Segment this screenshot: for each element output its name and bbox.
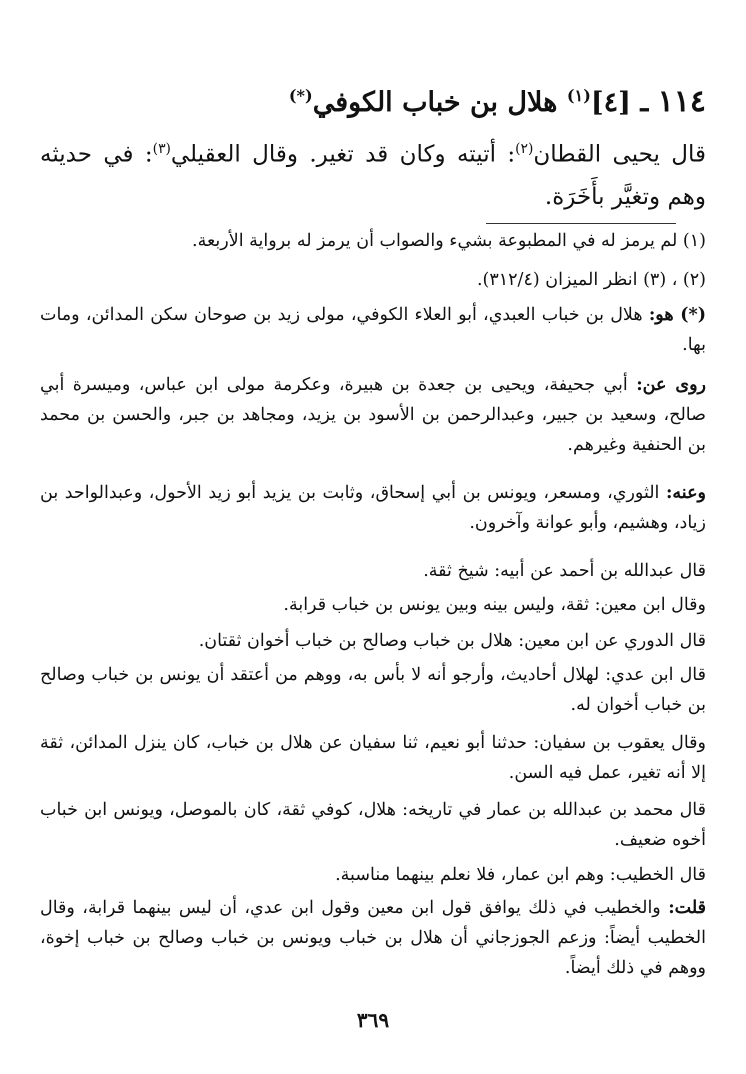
quote-2: وقال ابن معين: ثقة، وليس بينه وبين يونس بن خباب قرابة.: [283, 595, 706, 615]
entry-intro: [40, 128, 706, 218]
page-number: ٣٦٩: [356, 1008, 390, 1032]
quote-8: [40, 893, 706, 983]
narrators: [40, 478, 706, 538]
footnote-2-3: (٢) ، (٣) انظر الميزان (٣١٢/٤).: [476, 270, 706, 290]
intro-part1: قال يحيى القطان: [533, 141, 707, 168]
intro-note2: (٣): [152, 141, 171, 157]
footnote-1: (١) لم يرمز له في المطبوعة بشيء والصواب أن يرمز له برواية الأربعة.: [192, 231, 706, 251]
quote-8-text: والخطيب في ذلك يوافق قول ابن معين وقول ابن عدي، أن ليس بينهما قرابة، وقال الخطيب أيضاً: وزعم الجوزجاني أن هلال بن خباب ويونس بن خباب وصالح بن خباب إخوة، ووهم في ذلك أيضاً.: [40, 898, 706, 978]
narrated-from: [40, 370, 706, 460]
entry-number: ١١٤: [657, 84, 706, 119]
quote-4: قال ابن عدي: لهلال أحاديث، وأرجو أنه لا بأس به، ووهم من أعتقد أن يونس بن خباب وصالح بن خباب أخوان له.: [40, 665, 706, 715]
quote-1: قال عبدالله بن أحمد عن أبيه: شيخ ثقة.: [423, 561, 706, 581]
entry-name: هلال بن خباب الكوفي: [312, 87, 567, 118]
entry-dash: ـ: [630, 87, 658, 118]
footnote-bio: [40, 300, 706, 360]
quote-3: قال الدوري عن ابن معين: هلال بن خباب وصالح بن خباب أخوان ثقتان.: [198, 631, 706, 651]
narrators-lead: وعنه:: [665, 483, 706, 503]
entry-ref-note: (١): [566, 86, 591, 105]
intro-part2: : أتيته وكان قد تغير. وقال العقيلي: [170, 141, 516, 168]
footnote-divider: [486, 223, 676, 224]
bio-lead: (*) هو:: [648, 305, 706, 325]
quote-8-lead: قلت:: [668, 898, 706, 918]
quote-6: قال محمد بن عبدالله بن عمار في تاريخه: هلال، كوفي ثقة، كان بالموصل، ويونس ابن خباب أخوه ضعيف.: [40, 800, 706, 850]
narrated-from-lead: روى عن:: [636, 375, 706, 395]
intro-part3: : في حديثه وهم وتغيَّر بأَخَرَة.: [40, 141, 706, 210]
quote-7: قال الخطيب: وهم ابن عمار، فلا نعلم بينهما مناسبة.: [335, 865, 706, 885]
entry-name-note: (*): [288, 86, 313, 105]
intro-note1: (٢): [515, 141, 534, 157]
bio-text: هلال بن خباب العبدي، أبو العلاء الكوفي، مولى زيد بن صوحان سكن المدائن، ومات بها.: [40, 305, 706, 355]
entry-heading: [40, 76, 706, 123]
entry-ref: [٤]: [590, 87, 631, 118]
quote-5: وقال يعقوب بن سفيان: حدثنا أبو نعيم، ثنا سفيان عن هلال بن خباب، كان ينزل المدائن، ثقة إلا أنه تغير، عمل فيه السن.: [40, 733, 706, 783]
narrated-from-text: أبي جحيفة، ويحيى بن جعدة بن هبيرة، وعكرمة مولى ابن عباس، وميسرة أبي صالح، وسعيد بن جبير، وعبدالرحمن بن الأسود بن يزيد، ومجاهد بن جبر، والحسن بن محمد بن الحنفية وغيرهم.: [40, 375, 706, 455]
narrators-text: الثوري، ومسعر، ويونس بن أبي إسحاق، وثابت بن يزيد أبو زيد الأحول، وعبدالواحد بن زياد، وهشيم، وأبو عوانة وآخرون.: [40, 483, 706, 533]
